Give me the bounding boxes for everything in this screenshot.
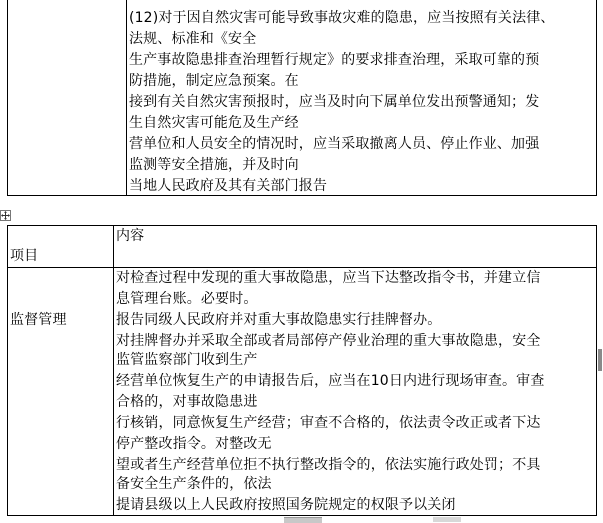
text-line: 监管监察部门收到生产 [116,352,258,368]
text-line: 望或者生产经营单位拒不执行整改指令的，依法实施行政处罚；不具 [116,457,541,473]
header-cell-item[interactable] [8,226,114,268]
row-label-cell[interactable] [8,268,114,515]
text-line: 防措施，制定应急预案。在 [129,73,299,89]
text-line: 法规、标准和《安全 [129,31,257,47]
row-label-supervision: 监督管理 [10,312,67,328]
page-edge-marker [284,517,322,523]
text-line: 对挂牌督办并采取全部或者局部停产停业治理的重大事故隐患，安全 [116,333,541,349]
header-cell-content[interactable] [114,226,596,268]
text-line: 监测等安全措施，并及时向 [129,157,299,173]
text-line: 生产事故隐患排查治理暂行规定》的要求排查治理，采取可靠的预 [129,52,540,68]
table-cell-empty [8,0,127,195]
table-cell-natural-disaster-text[interactable] [127,0,596,195]
text-line: 生自然灾害可能危及生产经 [129,115,299,131]
text-line: 当地人民政府及其有关部门报告 [129,178,328,194]
text-line: 经营单位恢复生产的申请报告后，应当在10日内进行现场审查。审查 [116,373,545,389]
text-line: 接到有关自然灾害预报时，应当及时向下属单位发出预警通知；发 [129,94,540,110]
text-line: 合格的，对事故隐患进 [116,394,258,410]
content-cell[interactable] [114,268,596,515]
header-label-content: 内容 [116,228,145,244]
text-line: 停产整改指令。对整改无 [116,436,272,452]
text-line: 备安全生产条件的，依法 [116,476,272,492]
text-line: 行核销，同意恢复生产经营；审查不合格的，依法责令改正或者下达 [116,415,541,431]
page-edge-marker [433,517,461,522]
text-line: 营单位和人员安全的情况时，应当采取撤离人员、停止作业、加强 [129,136,540,152]
text-line: 报告同级人民政府并对重大事故隐患实行挂牌督办。 [116,312,442,328]
text-line: (12)对于因自然灾害可能导致事故灾难的隐患，应当按照有关法律、 [129,10,555,26]
text-line: 提请县级以上人民政府按照国务院规定的权限予以关闭 [116,497,456,513]
text-line: 对检查过程中发现的重大事故隐患，应当下达整改指令书，并建立信 [116,270,541,286]
table-supervision [7,225,597,516]
table-hazard-continued [7,0,597,196]
header-label-item: 项目 [10,248,39,264]
text-line: 息管理台账。必要时。 [116,291,258,307]
move-icon[interactable] [0,210,11,221]
scrollbar-thumb[interactable] [598,349,602,371]
